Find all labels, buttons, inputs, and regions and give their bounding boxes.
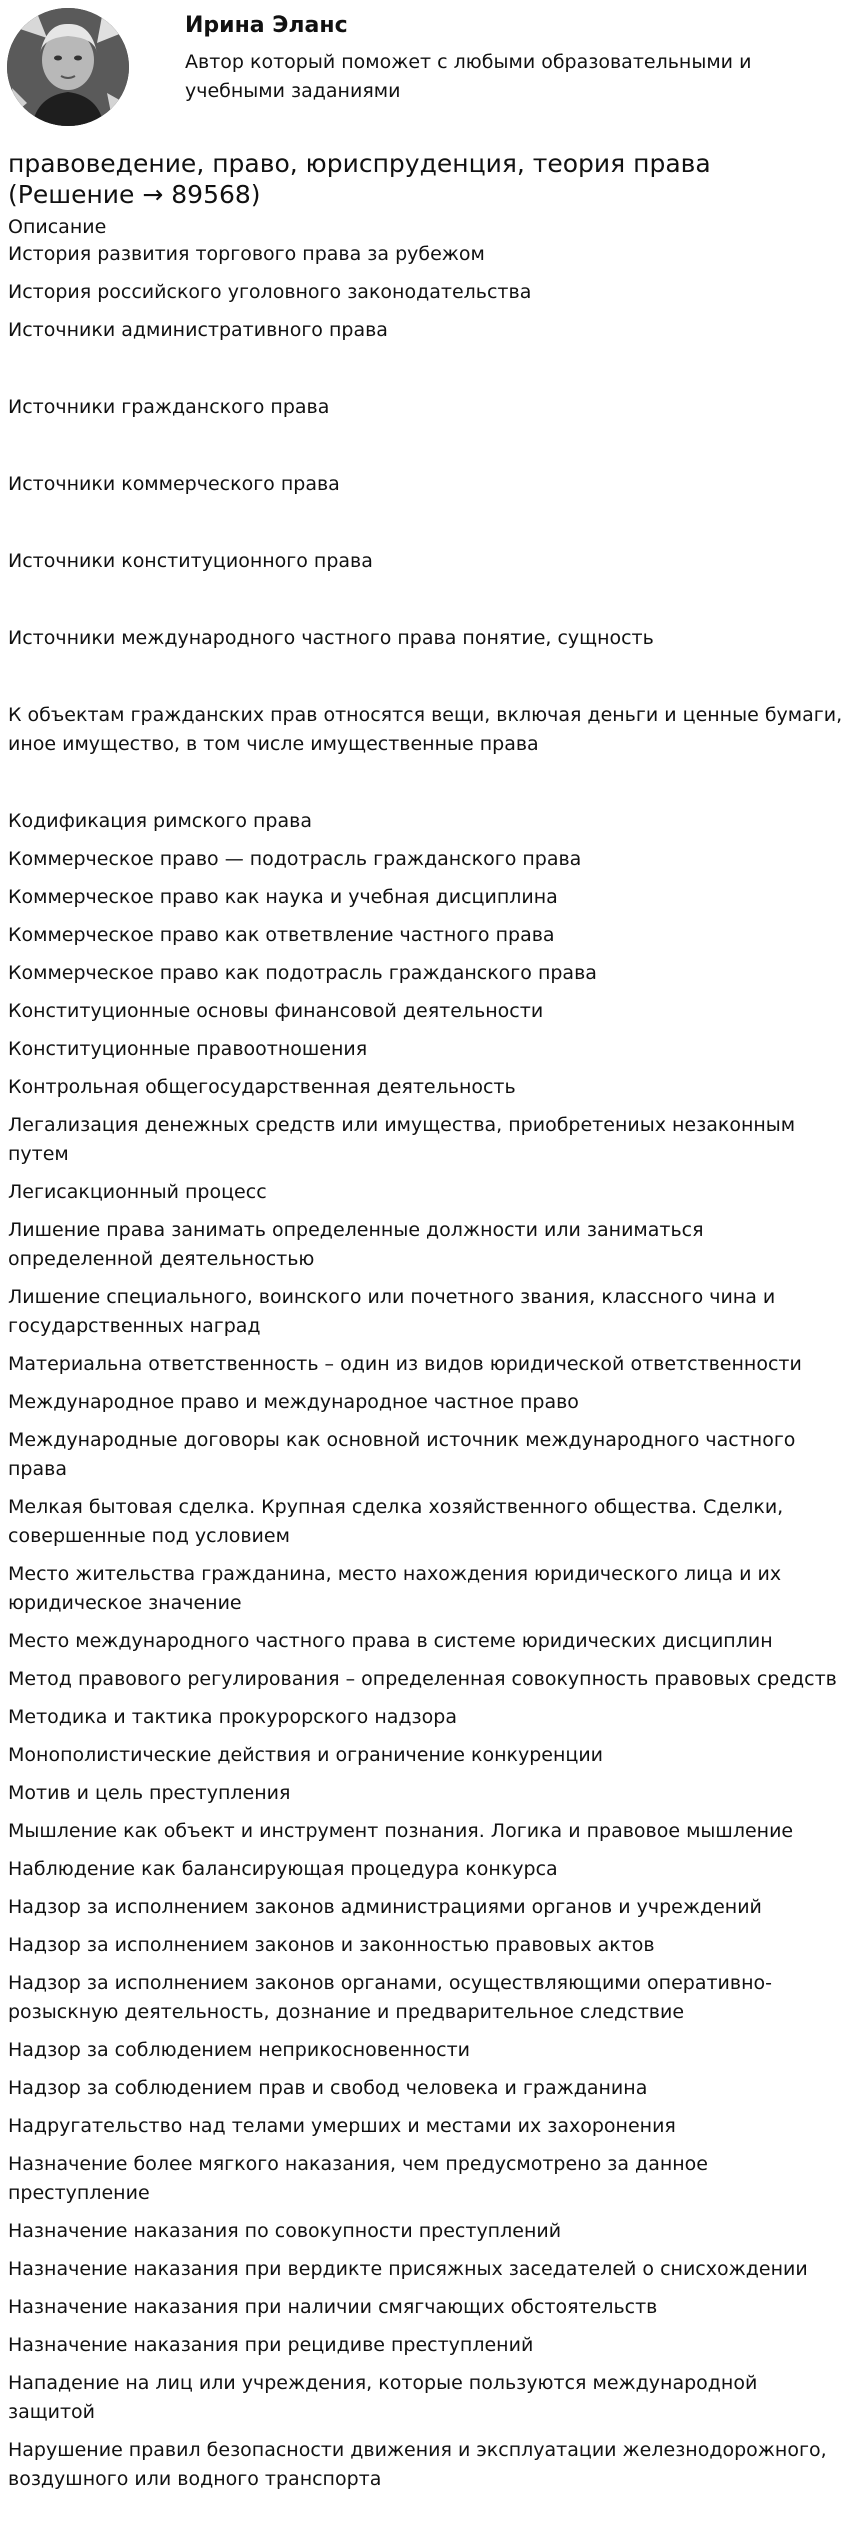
topic-link[interactable]: Материальна ответственность – один из видов юридической ответственности	[8, 1353, 802, 1375]
topic-link[interactable]: Надругательство над телами умерших и местами их захоронения	[8, 2115, 676, 2137]
topic-link[interactable]: Коммерческое право — подотрасль гражданского права	[8, 848, 582, 870]
author-avatar-icon	[7, 8, 129, 126]
author-card	[0, 0, 847, 135]
author-name: Ирина Эланс	[185, 13, 348, 38]
topic-link[interactable]: Назначение наказания по совокупности преступлений	[8, 2220, 562, 2242]
topic-link[interactable]: Нападение на лиц или учреждения, которые пользуются международной защитой	[8, 2372, 758, 2423]
topic-link[interactable]: Источники международного частного права понятие, сущность	[8, 627, 654, 649]
topic-link[interactable]: Место международного частного права в системе юридических дисциплин	[8, 1630, 773, 1652]
topic-link[interactable]: Конституционные основы финансовой деятельности	[8, 1000, 544, 1022]
topic-link[interactable]: Нарушение правил безопасности движения и эксплуатации железнодорожного, воздушного или водного транспорта	[8, 2439, 827, 2490]
avatar-portrait-icon	[7, 8, 129, 126]
topic-link[interactable]: Надзор за исполнением законов администрациями органов и учреждений	[8, 1896, 762, 1918]
topic-link[interactable]: Конституционные правоотношения	[8, 1038, 368, 1060]
topic-link[interactable]: Источники конституционного права	[8, 550, 373, 572]
topic-link[interactable]: Коммерческое право как подотрасль гражданского права	[8, 962, 597, 984]
topic-link[interactable]: Надзор за соблюдением неприкосновенности	[8, 2039, 471, 2061]
topic-link[interactable]: Легисакционный процесс	[8, 1181, 267, 1203]
section-label-description: Описание	[8, 216, 107, 238]
topic-link[interactable]: Лишение специального, воинского или почетного звания, классного чина и государственных наград	[8, 1286, 776, 1337]
topic-link[interactable]: Назначение наказания при наличии смягчающих обстоятельств	[8, 2296, 658, 2318]
topic-link[interactable]: Легализация денежных средств или имущества, приобретениых незаконным путем	[8, 1114, 796, 1165]
topic-link[interactable]: К объектам гражданских прав относятся вещи, включая деньги и ценные бумаги, иное имущество, в том числе имущественные права	[8, 704, 843, 755]
topic-link[interactable]: История российского уголовного законодательства	[8, 281, 532, 303]
topic-link[interactable]: Источники коммерческого права	[8, 473, 340, 495]
topic-link[interactable]: Методика и тактика прокурорского надзора	[8, 1706, 457, 1728]
topic-link[interactable]: Надзор за соблюдением прав и свобод человека и гражданина	[8, 2077, 648, 2099]
topic-link[interactable]: Назначение более мягкого наказания, чем предусмотрено за данное преступление	[8, 2153, 708, 2204]
topic-link[interactable]: Метод правового регулирования – определенная совокупность правовых средств	[8, 1668, 837, 1690]
topic-link[interactable]: Коммерческое право как наука и учебная дисциплина	[8, 886, 558, 908]
topic-link[interactable]: История развития торгового права за рубежом	[8, 243, 485, 265]
topic-link[interactable]: Монополистические действия и ограничение конкуренции	[8, 1744, 604, 1766]
topic-link[interactable]: Кодификация римского права	[8, 810, 312, 832]
topic-link[interactable]: Контрольная общегосударственная деятельность	[8, 1076, 516, 1098]
topic-link[interactable]: Мышление как объект и инструмент познания. Логика и правовое мышление	[8, 1820, 794, 1842]
page-title: правоведение, право, юриспруденция, теория права (Решение → 89568)	[8, 149, 711, 209]
topic-link[interactable]: Международное право и международное частное право	[8, 1391, 579, 1413]
topic-link[interactable]: Мотив и цель преступления	[8, 1782, 291, 1804]
topic-link[interactable]: Назначение наказания при вердикте присяжных заседателей о снисхождении	[8, 2258, 808, 2280]
topic-link[interactable]: Мелкая бытовая сделка. Крупная сделка хозяйственного общества. Сделки, совершенные под условием	[8, 1496, 784, 1547]
topic-link[interactable]: Место жительства гражданина, место нахождения юридического лица и их юридическое значение	[8, 1563, 782, 1614]
topic-link[interactable]: Источники административного права	[8, 319, 388, 341]
topic-link[interactable]: Надзор за исполнением законов и законностью правовых актов	[8, 1934, 655, 1956]
topic-link[interactable]: Наблюдение как балансирующая процедура конкурса	[8, 1858, 558, 1880]
topic-list	[8, 240, 843, 2503]
topic-link[interactable]: Источники гражданского права	[8, 396, 330, 418]
topic-link[interactable]: Назначение наказания при рецидиве преступлений	[8, 2334, 534, 2356]
topic-link[interactable]: Лишение права занимать определенные должности или заниматься определенной деятельностью	[8, 1219, 704, 1270]
author-description: Автор который поможет с любыми образовательными и учебными заданиями	[185, 51, 752, 102]
topic-link[interactable]: Международные договоры как основной источник международного частного права	[8, 1429, 796, 1480]
topic-link[interactable]: Коммерческое право как ответвление частного права	[8, 924, 555, 946]
topic-link[interactable]: Надзор за исполнением законов органами, осуществляющими оперативно-розыскную деятельность, дознание и предварительное следствие	[8, 1972, 772, 2023]
